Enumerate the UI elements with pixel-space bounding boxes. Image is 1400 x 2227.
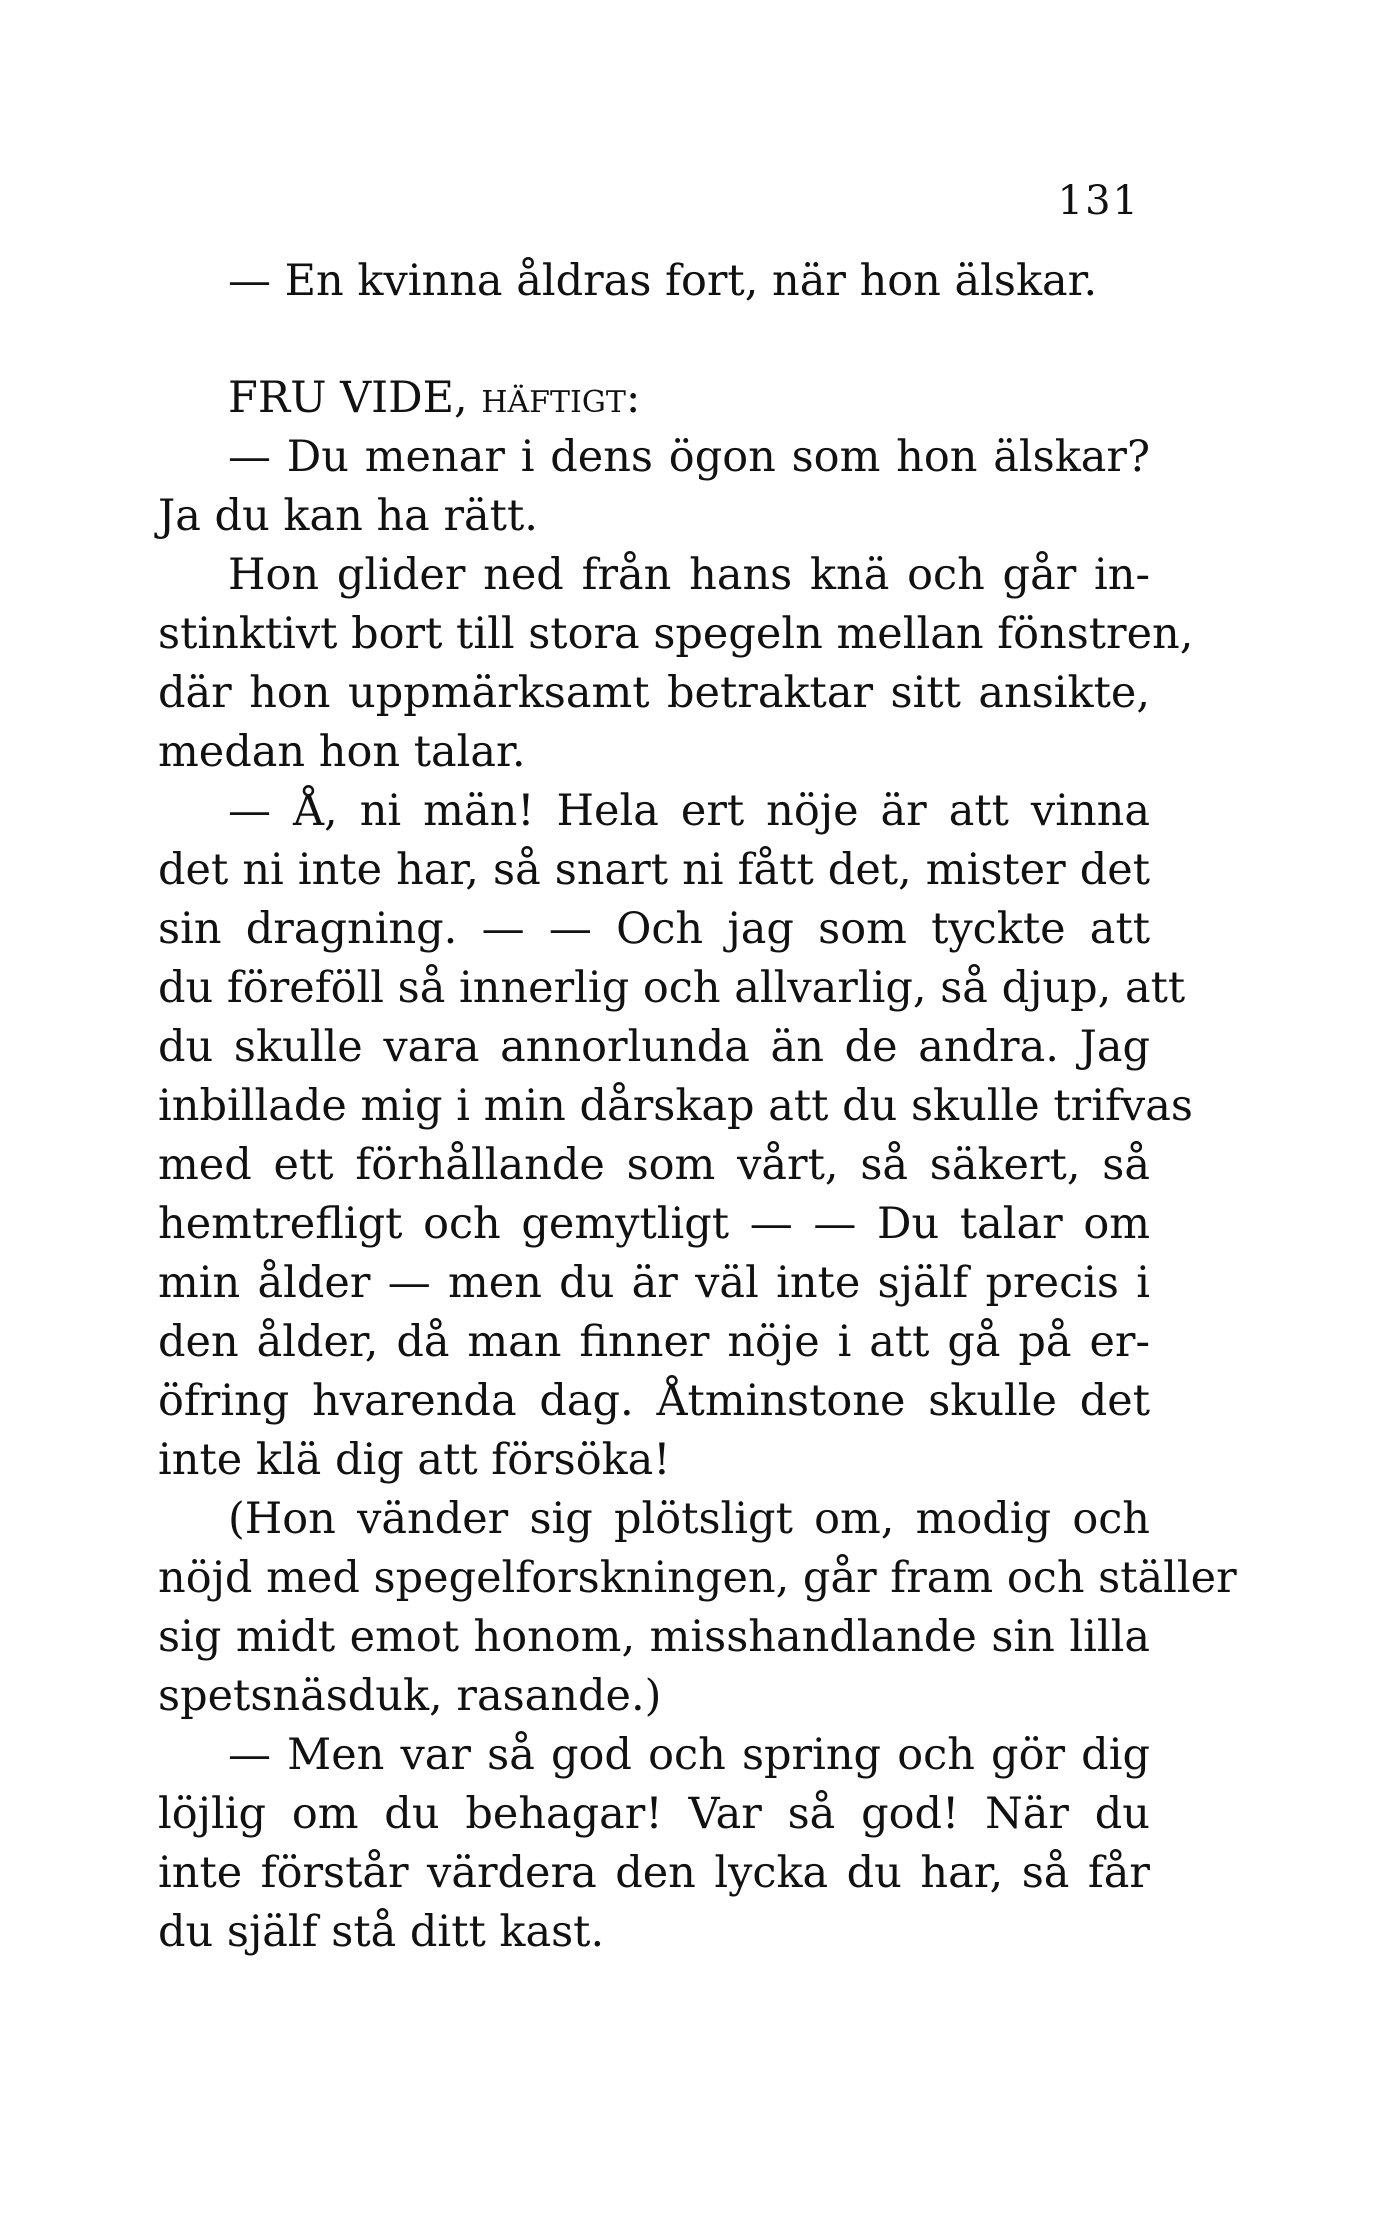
text-line: öfring hvarenda dag. Åtminstone skulle det — [158, 1376, 1150, 1426]
text-line: — Men var så god och spring och gör dig — [228, 1730, 1150, 1780]
text-line: Hon glider ned från hans knä och går in- — [228, 550, 1150, 600]
text-line: — En kvinna åldras fort, när hon älskar. — [228, 256, 1098, 306]
page-text — [158, 252, 1237, 1962]
text-line: stinktivt bort till stora spegeln mellan fönstren, — [158, 609, 1194, 659]
text-line: min ålder — men du är väl inte själf precis i — [158, 1258, 1150, 1308]
text-line: löjlig om du behagar! Var så god! När du — [158, 1789, 1150, 1839]
text-line: FRU VIDE, häftigt: — [228, 373, 641, 423]
text-line: du föreföll så innerlig och allvarlig, så djup, att — [158, 963, 1186, 1013]
text-line: hemtrefligt och gemytligt — — Du talar om — [158, 1199, 1150, 1249]
text-line: inte förstår värdera den lycka du har, så får — [158, 1848, 1150, 1898]
text-line: nöjd med spegelforskningen, går fram och ställer — [158, 1553, 1237, 1603]
text-line: — Å, ni män! Hela ert nöje är att vinna — [228, 786, 1150, 836]
text-line: medan hon talar. — [158, 727, 526, 777]
text-line: inbillade mig i min dårskap att du skulle trifvas — [158, 1081, 1193, 1131]
page-number: 131 — [1057, 178, 1140, 224]
text-line: med ett förhållande som vårt, så säkert, så — [158, 1140, 1150, 1190]
text-line: den ålder, då man finner nöje i att gå på er- — [158, 1317, 1150, 1367]
text-line: du skulle vara annorlunda än de andra. Jag — [158, 1022, 1150, 1072]
text-line: — Du menar i dens ögon som hon älskar? — [228, 432, 1150, 482]
text-line: sig midt emot honom, misshandlande sin lilla — [158, 1612, 1150, 1662]
text-line: (Hon vänder sig plötsligt om, modig och — [228, 1494, 1150, 1544]
paragraph-gap — [158, 311, 1150, 369]
text-line: sin dragning. — — Och jag som tyckte att — [158, 904, 1150, 954]
text-line: du själf stå ditt kast. — [158, 1907, 605, 1957]
text-line: inte klä dig att försöka! — [158, 1435, 671, 1485]
text-line: spetsnäsduk, rasande.) — [158, 1671, 662, 1721]
text-line: där hon uppmärksamt betraktar sitt ansikte, — [158, 668, 1150, 718]
text-line: Ja du kan ha rätt. — [158, 491, 538, 541]
text-line: det ni inte har, så snart ni fått det, mister det — [158, 845, 1150, 895]
